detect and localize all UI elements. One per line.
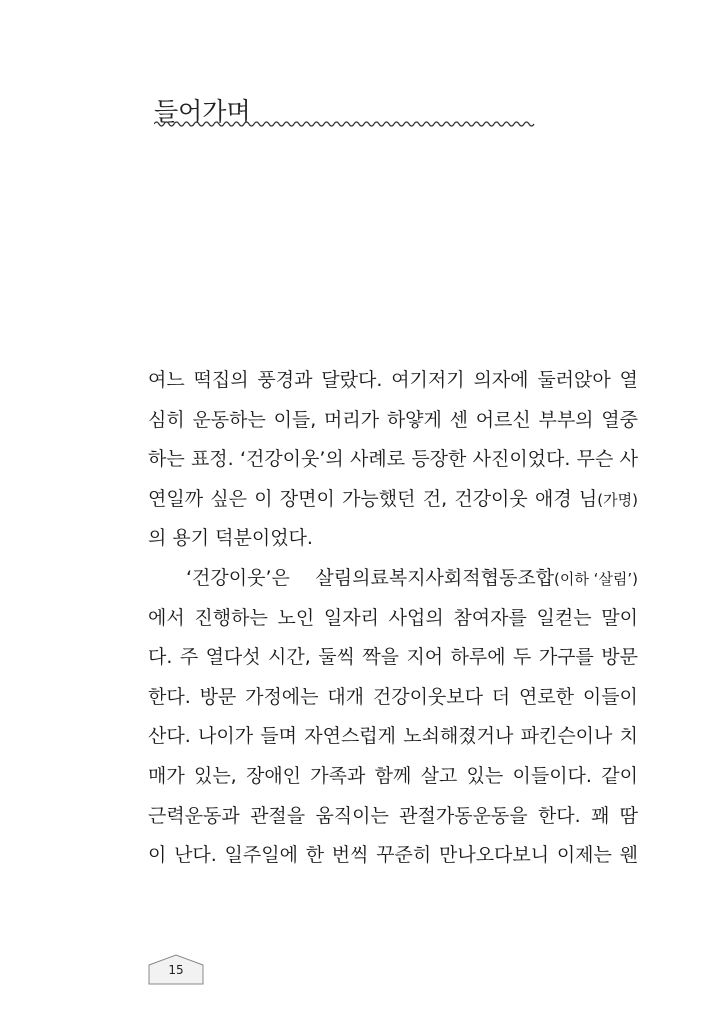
word: 일주일에 [224,844,298,867]
word: 시간, [268,646,311,669]
word: 더 [491,685,511,708]
word: 다. [148,646,173,669]
word: 노인 [277,606,315,629]
word: 장면이 [279,487,335,510]
word: 님(가명) [578,487,638,510]
word: 땀 [619,804,638,827]
word: 한 [305,844,325,867]
word: 싶은 [210,487,247,510]
word: 가족과 [310,764,366,787]
word: 건강이웃보다 [372,685,483,708]
word: 풍경과 [257,369,313,391]
word: 이제는 [556,844,612,867]
word: 들며 [260,725,297,748]
word: 머리가 [324,408,380,431]
word: 떡집의 [193,369,249,391]
word: 사례로 [350,448,406,471]
word: 산다. [148,725,191,748]
word: 사 [619,448,638,471]
word: 열중 [601,408,638,431]
word: 난다. [174,844,217,867]
word: 열다섯 [205,646,261,669]
word: 매가 [148,764,185,787]
text-line [148,559,638,599]
word: 여느 [148,369,185,391]
text-line [148,361,638,401]
word: 둘러앉아 [537,369,611,391]
word: 방문 [601,646,638,669]
word: 말이 [601,606,638,629]
word: 치 [619,725,638,748]
word: 연로한 [518,685,575,708]
text-line [148,638,638,678]
word: 진행하는 [194,606,268,629]
word: 꾸준히 [376,844,432,867]
word: 건강이웃 [454,487,528,510]
word: 무슨 [576,448,614,471]
word: 사진이었다. [472,448,571,471]
text-line [148,678,638,718]
word: 여기저기 [391,369,465,391]
word: 관절을 [250,804,306,827]
word: 파킨슨이나 [520,725,613,748]
word: 살림의료복지사회적협동조합(이하 ‘살림’) [315,566,638,589]
word: 웬 [619,844,638,867]
word: 하루에 [450,646,506,669]
word: 등장한 [411,448,467,471]
inline-note: (이하 ‘살림’) [554,569,638,588]
word: 일자리 [323,606,379,629]
word: 같이 [601,764,638,787]
wavy-underline [154,118,536,130]
word: 꽤 [590,804,610,827]
page-number-tab [148,953,204,989]
word: 있는 [466,764,504,787]
word: 함께 [374,764,412,787]
word: 이 [148,844,167,867]
word: 둘씩 [318,646,355,669]
word: 근력운동과 [148,804,240,827]
word: 있는, [193,764,237,787]
word: 운동하는 [192,408,266,431]
word: 하는 [148,448,185,471]
word: 건, [422,487,448,510]
word: 대개 [327,685,365,708]
word: 달랐다. [321,369,383,391]
text-line [148,797,638,837]
word: 한다. [148,685,191,708]
text-line [148,440,638,480]
word: 표정. [190,448,234,471]
word: 한다. [537,804,581,827]
word: 두 [513,646,532,669]
text-line [148,836,638,876]
word: 짝을 [362,646,400,669]
word: 노쇠해졌거나 [403,725,514,748]
word: 번씩 [331,844,369,867]
word: 애경 [534,487,572,510]
word: 주 [179,646,199,669]
word: 에서 [148,606,185,629]
word: 어르신 [475,408,531,431]
word: 관절가동운동을 [399,804,528,827]
word: 장애인 [245,764,302,787]
word: 참여자를 [453,606,527,629]
word: ‘건강이웃’은 [186,566,290,589]
word: 가구를 [538,646,594,669]
text-line [148,717,638,757]
body-text [148,361,638,876]
word: 움직이는 [315,804,389,827]
text-line [148,401,638,441]
word: 부부의 [538,408,594,431]
text-line [148,480,638,520]
text-line [148,757,638,797]
word: 살고 [420,764,458,787]
word: 이들, [273,408,317,431]
word: 만나오다보니 [438,844,550,867]
word: 심히 [148,408,185,431]
word: 센 [449,408,468,431]
word: 이들이다. [512,764,592,787]
word: 나이가 [197,725,254,748]
word: 일컫는 [536,606,592,629]
word: 방문 [199,685,237,708]
text-line [148,599,638,639]
word: 연일까 [148,487,204,510]
word: 자연스럽게 [304,725,397,748]
word: ‘건강이웃’의 [239,448,344,471]
word: 사업의 [388,606,444,629]
page-number: 15 [168,963,184,977]
text-line: 의 용기 덕분이었다. [148,527,313,550]
word: 의자에 [473,369,529,391]
page-heading: 들어가며 [154,97,251,126]
inline-note: (가명) [597,490,638,509]
word: 가능했던 [342,487,416,510]
word: 지어 [406,646,444,669]
word: 하얗게 [386,408,442,431]
word: 이들이 [582,685,638,708]
word: 가정에는 [245,685,319,708]
word: 이 [254,487,273,510]
word: 열 [619,369,638,391]
